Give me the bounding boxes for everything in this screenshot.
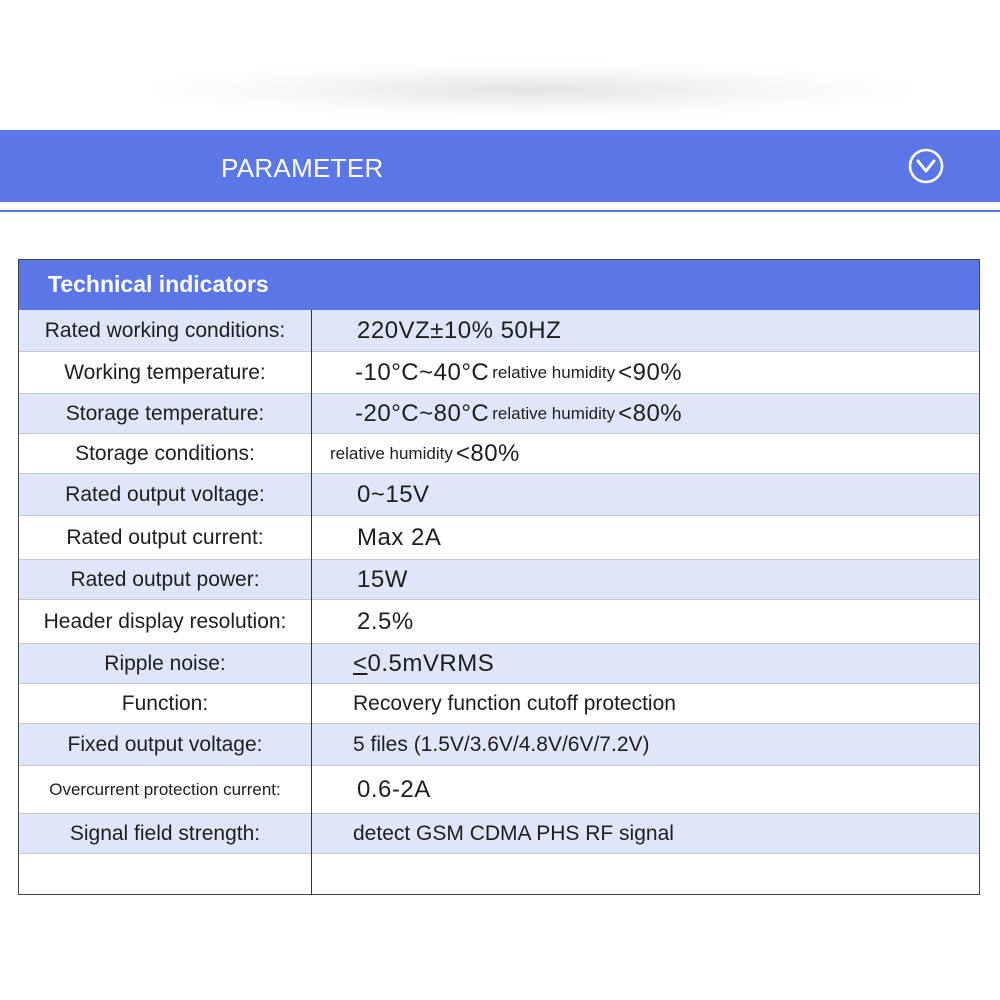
row-label: Fixed output voltage: [67,732,263,756]
row-value-end: <90% [618,358,683,386]
row-value [353,644,494,683]
row-label: Function: [121,691,209,715]
row-value [355,352,682,393]
table-row [19,310,979,352]
row-value-small: relative humidity [330,443,453,463]
table-header [19,260,979,310]
row-label: Storage conditions: [75,441,255,465]
table-row [19,474,979,516]
table-row [19,724,979,766]
column-divider [311,310,312,895]
row-value: 0~15V [357,480,430,508]
table-row [19,516,979,560]
table-row-empty [19,854,979,895]
row-value: 15W [357,565,408,593]
row-value-prefix: < [353,649,368,677]
table-row [19,434,979,474]
row-label: Rated output power: [70,567,260,591]
parameter-banner [0,130,1000,202]
top-shadow-decoration [150,62,910,118]
row-value-main: -10°C~40°C [355,358,490,386]
table-row [19,644,979,684]
row-label: Overcurrent protection current: [49,779,281,799]
technical-indicators-table [18,259,980,895]
table-header-title: Technical indicators [48,271,269,297]
banner-title: PARAMETER [221,153,384,183]
row-value: 2.5% [357,607,414,635]
table-row [19,352,979,394]
row-value-rest: 0.5mVRMS [367,649,495,677]
row-value-main: -20°C~80°C [355,399,490,427]
row-value: 5 files (1.5V/3.6V/4.8V/6V/7.2V) [353,732,650,756]
row-label: Rated output current: [66,525,264,549]
row-label: Working temperature: [64,360,266,384]
row-value [355,394,682,433]
row-label: Storage temperature: [65,401,265,425]
table-row [19,814,979,854]
row-value-end: <80% [455,439,520,467]
row-value-end: <80% [618,399,683,427]
row-label: Header display resolution: [43,609,287,633]
row-value: 220VZ±10% 50HZ [357,316,562,344]
table-row [19,600,979,644]
row-label: Rated working conditions: [44,318,286,342]
row-value-small: relative humidity [492,403,616,423]
row-label: Ripple noise: [104,651,226,675]
row-value: 0.6-2A [357,775,431,803]
chevron-down-circle-icon[interactable] [906,146,946,186]
row-label: Signal field strength: [69,821,261,845]
row-label: Rated output voltage: [65,482,265,506]
row-value-small: relative humidity [492,362,616,382]
banner-underline [0,210,1000,212]
row-value [330,434,520,473]
row-value: detect GSM CDMA PHS RF signal [353,821,674,845]
row-value: Recovery function cutoff protection [353,691,676,715]
table-row [19,560,979,600]
table-row [19,766,979,814]
table-row [19,394,979,434]
row-value: Max 2A [357,523,442,551]
table-row [19,684,979,724]
